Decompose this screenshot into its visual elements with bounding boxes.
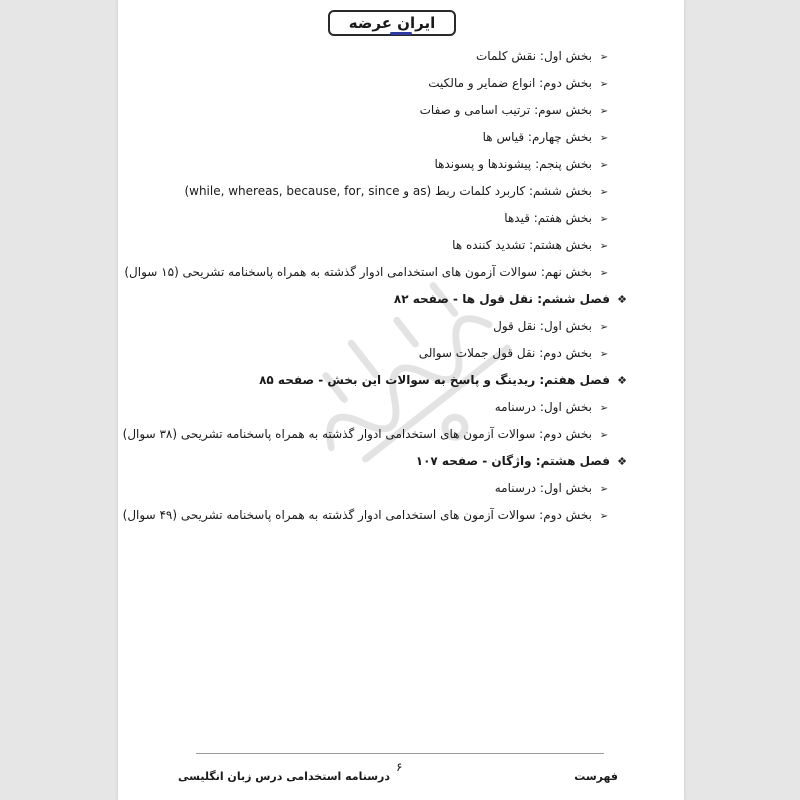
toc-item [158, 313, 628, 340]
toc-item [124, 259, 628, 286]
toc-item-text: بخش پنجم: پیشوندها و پسوندها [434, 157, 592, 171]
brand-logo-accent [390, 32, 412, 35]
table-of-contents [122, 43, 628, 529]
toc-item [158, 340, 628, 367]
toc-item-text: بخش هشتم: تشدید کننده ها [452, 238, 592, 252]
toc-chapter-heading [158, 367, 628, 394]
toc-item-text: بخش دوم: سوالات آزمون های استخدامی ادوار گذشته به همراه پاسخنامه تشریحی (۳۸ سوال) [122, 427, 592, 441]
arrow-bullet-icon: ➢ [599, 160, 609, 171]
toc-item [158, 124, 628, 151]
footer-book-title: درسنامه استخدامی درس زبان انگلیسی [178, 770, 391, 783]
toc-item [158, 97, 628, 124]
arrow-bullet-icon: ➢ [599, 403, 609, 414]
toc-item [158, 43, 628, 70]
toc-item [158, 475, 628, 502]
document-page [118, 0, 684, 800]
footer-divider [196, 753, 604, 754]
arrow-bullet-icon: ➢ [599, 133, 609, 144]
arrow-bullet-icon: ➢ [599, 430, 609, 441]
toc-item-text: بخش دوم: انواع ضمایر و مالکیت [428, 76, 592, 90]
toc-item-text: بخش سوم: ترتیب اسامی و صفات [419, 103, 592, 117]
toc-item-text: بخش اول: درسنامه [494, 400, 592, 414]
toc-item-text: بخش اول: نقل قول [493, 319, 592, 333]
toc-item [158, 232, 628, 259]
toc-chapter-heading [158, 448, 628, 475]
brand-logo-text: ایران عرضه [348, 14, 436, 32]
toc-item-text: بخش دوم: سوالات آزمون های استخدامی ادوار گذشته به همراه پاسخنامه تشریحی (۴۹ سوال) [122, 508, 592, 522]
toc-item-text: بخش نهم: سوالات آزمون های استخدامی ادوار گذشته به همراه پاسخنامه تشریحی (۱۵ سوال) [124, 265, 592, 279]
diamond-bullet-icon: ❖ [617, 374, 627, 387]
page-number: ۶ [396, 760, 403, 774]
toc-item [122, 502, 628, 529]
arrow-bullet-icon: ➢ [599, 214, 609, 225]
toc-chapter-text: فصل هفتم: ریدینگ و پاسخ به سوالات این بخش - صفحه ۸۵ [259, 373, 610, 387]
arrow-bullet-icon: ➢ [599, 52, 609, 63]
toc-item [122, 421, 628, 448]
toc-chapter-text: فصل ششم: نقل قول ها - صفحه ۸۲ [393, 292, 610, 306]
arrow-bullet-icon: ➢ [599, 268, 609, 279]
toc-item [158, 394, 628, 421]
diamond-bullet-icon: ❖ [617, 293, 627, 306]
arrow-bullet-icon: ➢ [599, 511, 609, 522]
arrow-bullet-icon: ➢ [599, 349, 609, 360]
arrow-bullet-icon: ➢ [599, 106, 609, 117]
page-footer [178, 760, 618, 790]
toc-chapter-text: فصل هشتم: واژگان - صفحه ۱۰۷ [415, 454, 610, 468]
toc-item-text: بخش چهارم: قیاس ها [482, 130, 592, 144]
brand-logo [328, 10, 456, 36]
toc-item [158, 70, 628, 97]
footer-section-name: فهرست [574, 770, 618, 783]
toc-item-text: بخش ششم: کاربرد کلمات ربط (as و while, whereas, because, for, since) [184, 184, 592, 198]
toc-item-text: بخش اول: نقش کلمات [475, 49, 592, 63]
arrow-bullet-icon: ➢ [599, 322, 609, 333]
toc-item [158, 205, 628, 232]
arrow-bullet-icon: ➢ [599, 187, 609, 198]
arrow-bullet-icon: ➢ [599, 241, 609, 252]
toc-item-text: بخش دوم: نقل قول جملات سوالی [418, 346, 592, 360]
toc-chapter-heading [158, 286, 628, 313]
toc-item [158, 151, 628, 178]
toc-item [158, 178, 628, 205]
arrow-bullet-icon: ➢ [599, 79, 609, 90]
toc-item-text: بخش هفتم: قیدها [504, 211, 592, 225]
arrow-bullet-icon: ➢ [599, 484, 609, 495]
toc-item-text: بخش اول: درسنامه [494, 481, 592, 495]
diamond-bullet-icon: ❖ [617, 455, 627, 468]
